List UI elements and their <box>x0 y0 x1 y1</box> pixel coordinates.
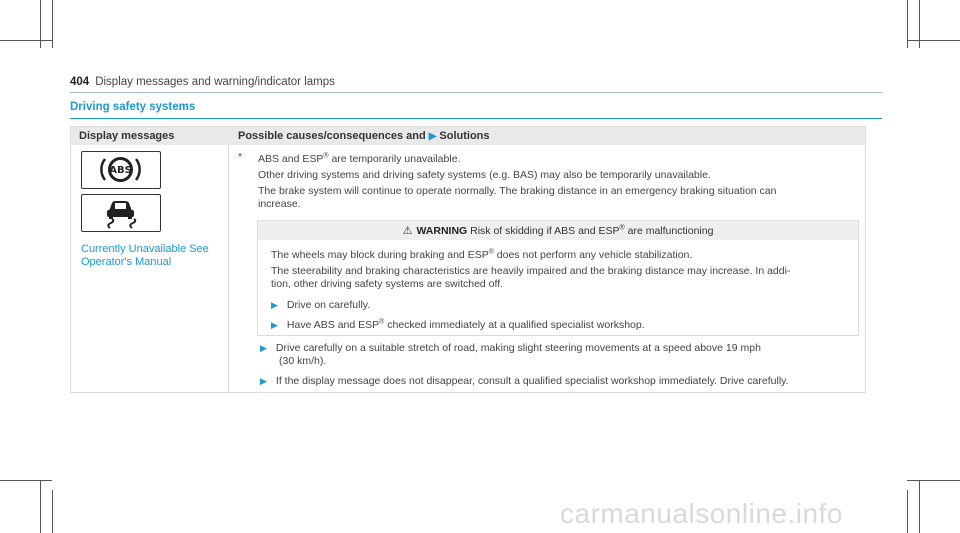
abs-warning-icon <box>81 151 161 189</box>
registered-mark: ® <box>379 318 385 326</box>
footnote-marker: * <box>238 151 243 163</box>
p1-a: ABS and ESP <box>258 153 324 165</box>
warning-title-b: are malfunctioning <box>624 225 714 237</box>
paragraph-brake-1: The brake system will continue to operate normally. The braking distance in an emergency braking situation can <box>258 185 777 197</box>
warning-box <box>257 220 859 336</box>
step3-line2: (30 km/h). <box>279 355 327 367</box>
column-divider <box>228 145 229 392</box>
section-rule <box>70 118 882 119</box>
col2-header-pre: Possible causes/consequences and <box>238 130 426 142</box>
crop-mark <box>907 490 908 533</box>
warning-body-1 <box>271 249 692 262</box>
col-causes-solutions <box>238 130 490 142</box>
crop-mark <box>52 0 53 48</box>
arrow-right-icon: ▶ <box>428 131 437 142</box>
p1-b: are temporarily unavailable. <box>328 153 461 165</box>
col-display-messages: Display messages <box>79 130 175 142</box>
arrow-right-icon: ▶ <box>260 343 267 353</box>
registered-mark: ® <box>323 152 329 160</box>
paragraph-brake-2: increase. <box>258 198 301 210</box>
warning-body-2: The steerability and braking characteristics are heavily impaired and the braking distance may increase. In addi- <box>271 265 791 277</box>
warning-label: WARNING <box>416 225 468 237</box>
warning-step-2 <box>271 319 645 332</box>
warning-title <box>258 224 858 237</box>
table-header <box>71 127 865 145</box>
warning-body-3: tion, other driving safety systems are switched off. <box>271 278 504 290</box>
page-header <box>70 76 335 88</box>
esp-icon-graphic <box>82 195 159 230</box>
paragraph-abs-esp <box>258 153 460 166</box>
step3-line1: Drive carefully on a suitable stretch of road, making slight steering movements at a speed above 19 mph <box>275 342 761 354</box>
crop-mark <box>907 480 960 481</box>
arrow-right-icon: ▶ <box>271 300 278 310</box>
body1-a: The wheels may block during braking and ESP <box>271 249 489 261</box>
paragraph-other-systems: Other driving systems and driving safety systems (e.g. BAS) may also be temporarily unavailable. <box>258 169 711 181</box>
col2-header-post: Solutions <box>439 130 490 142</box>
warning-triangle-icon: ⚠ <box>402 225 413 237</box>
step-consult-workshop <box>260 375 789 388</box>
arrow-right-icon: ▶ <box>271 320 278 330</box>
body1-b: does not perform any vehicle stabilization. <box>493 249 693 261</box>
crop-mark <box>0 480 52 481</box>
warning-step-1-text: Drive on carefully. <box>286 299 371 311</box>
registered-mark: ® <box>488 248 494 256</box>
esp-skid-icon <box>81 194 161 232</box>
warning-title-a: Risk of skidding if ABS and ESP <box>467 225 620 237</box>
display-message-line1: Currently Unavailable See <box>81 243 209 255</box>
page-number: 404 <box>70 76 90 88</box>
page-header-title: Display messages and warning/indicator lamps <box>95 76 335 88</box>
abs-icon-text: ABS <box>109 165 132 176</box>
step-drive-carefully <box>260 342 761 355</box>
crop-mark <box>40 480 41 533</box>
warning-step-2-b: checked immediately at a qualified specialist workshop. <box>384 319 645 331</box>
crop-mark <box>52 490 53 533</box>
display-message-text <box>81 243 209 269</box>
section-title: Driving safety systems <box>70 101 196 113</box>
warning-step-1 <box>271 299 370 312</box>
warning-header <box>258 221 858 240</box>
watermark: carmanualsonline.info <box>560 498 843 529</box>
messages-table <box>70 126 866 393</box>
step4-text: If the display message does not disappear, consult a qualified specialist workshop immediately. Drive carefully. <box>275 375 789 387</box>
crop-mark <box>0 40 52 41</box>
display-message-line2: Operator's Manual <box>81 256 172 268</box>
crop-mark <box>907 40 960 41</box>
registered-mark: ® <box>619 224 625 232</box>
arrow-right-icon: ▶ <box>260 376 267 386</box>
abs-icon-graphic <box>82 152 159 187</box>
crop-mark <box>919 480 920 533</box>
header-rule <box>70 92 882 93</box>
warning-step-2-a: Have ABS and ESP <box>286 319 380 331</box>
